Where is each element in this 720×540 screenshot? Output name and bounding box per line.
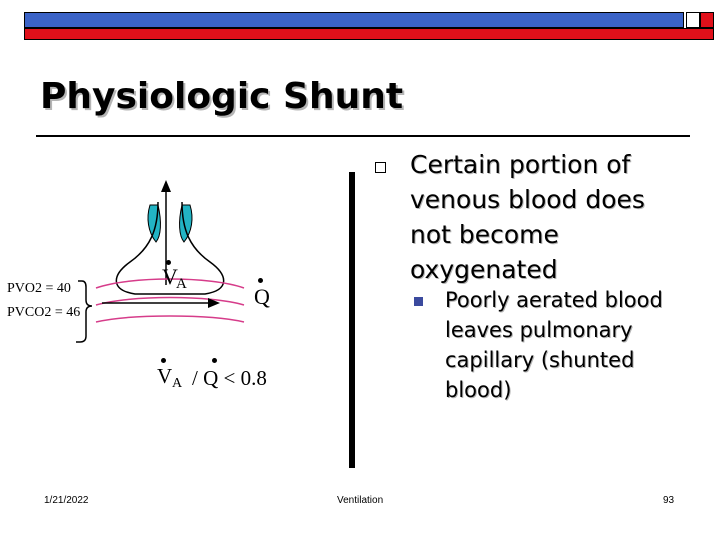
header-square-white [686,12,700,28]
header-bar-blue [24,12,684,28]
header-square-red [700,12,714,28]
alveolus-diagram [0,170,350,350]
sub-bullet-text: Poorly aerated blood leaves pulmonary capillary (shunted blood) [445,288,663,402]
capillary-line-2 [96,298,244,306]
ratio-q-dot [212,358,217,363]
column-divider [349,172,355,468]
va-q-ratio: / Q < 0.8 [192,366,267,390]
capillary-line-3 [96,316,244,322]
q-label: Q [254,284,270,309]
va-subscript: A [176,276,187,292]
ratio-subscript: A [172,376,183,391]
airway-left-wall [148,205,160,242]
slide-title: Physiologic Shunt [40,76,404,117]
ratio-v: V [157,364,173,388]
header-bar-red [24,28,714,40]
ratio-v-dot [161,358,166,363]
bullet-hollow-square [375,162,386,173]
footer-date: 1/21/2022 [44,495,89,506]
footer-center-text: Ventilation [337,495,384,506]
pvco2-label: PVCO2 = 46 [7,305,81,320]
pvo2-label: PVO2 = 40 [7,281,71,296]
title-underline [36,135,690,137]
q-dot [258,278,263,283]
va-label: V [162,264,178,289]
airway-right-wall [180,205,192,242]
page-number: 93 [663,495,675,506]
bullet-filled-square [414,297,423,306]
main-bullet-text: Certain portion of venous blood does not become oxygenated [410,150,645,284]
airflow-arrow-head [161,180,171,192]
